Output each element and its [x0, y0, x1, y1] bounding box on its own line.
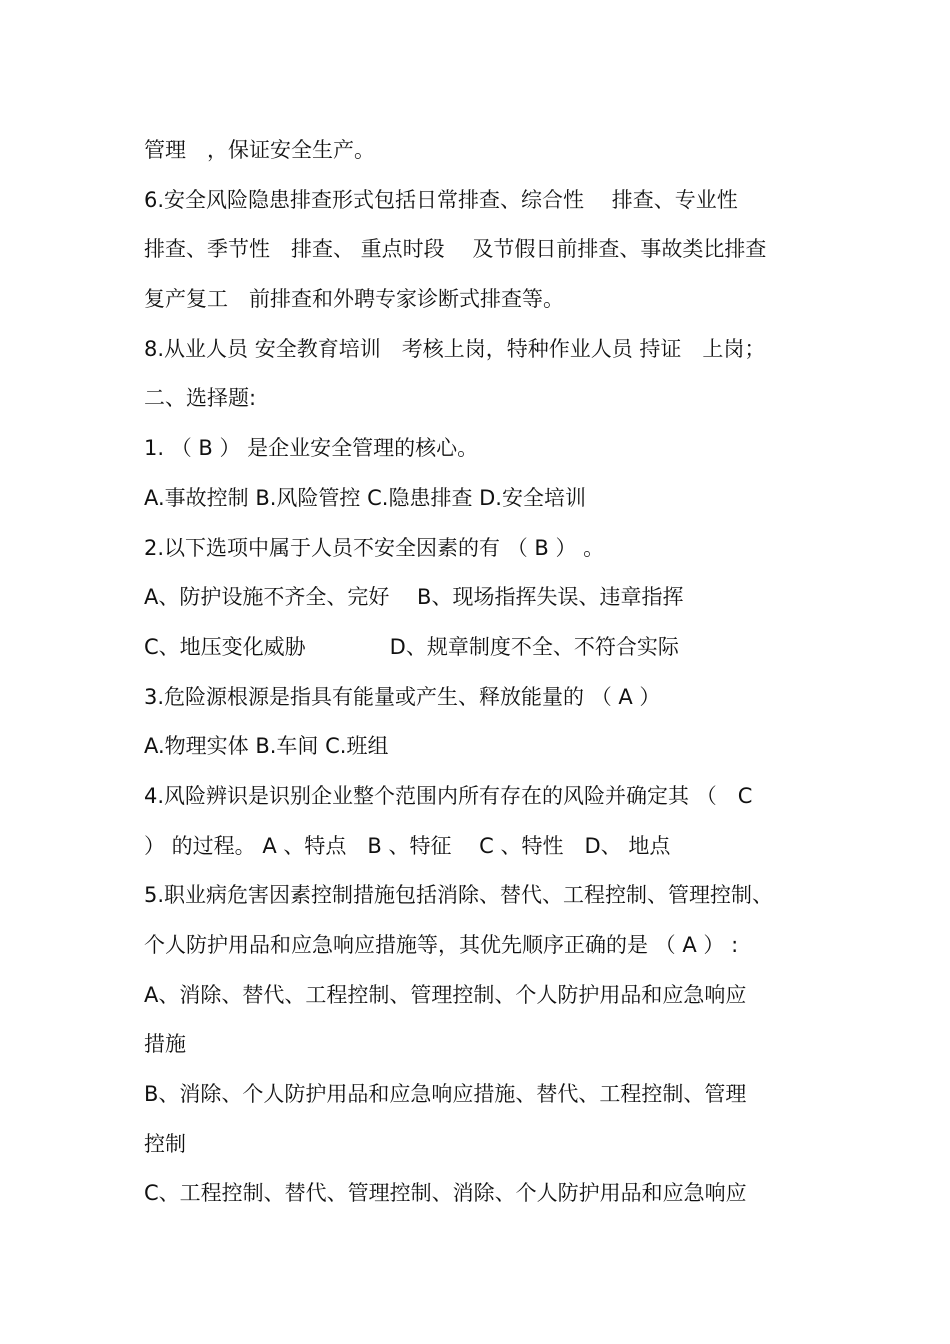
question-5-option-b: B、消除、个人防护用品和应急响应措施、替代、工程控制、管理 — [144, 1082, 747, 1107]
question-5-option-a: A、消除、替代、工程控制、管理控制、个人防护用品和应急响应 — [144, 982, 747, 1007]
question-1-options: A.事故控制 B.风险管控 C.隐患排查 D.安全培训 — [144, 485, 586, 510]
question-1: 1. （ B ） 是企业安全管理的核心。 — [144, 436, 479, 461]
question-2-options: A、防护设施不齐全、完好 B、现场指挥失误、违章指挥 — [144, 585, 684, 610]
section-heading: 二、选择题: — [144, 386, 257, 411]
question-4: 4.风险辨识是识别企业整个范围内所有存在的风险并确定其 （ C — [144, 783, 753, 808]
document-body — [144, 126, 834, 1219]
question-2-options: C、地压变化威胁 D、规章制度不全、不符合实际 — [144, 634, 679, 659]
question-3: 3.危险源根源是指具有能量或产生、释放能量的 （ A ） — [144, 684, 661, 709]
question-5: 5.职业病危害因素控制措施包括消除、替代、工程控制、管理控制、 — [144, 883, 774, 908]
question-5-option-a: 措施 — [144, 1032, 186, 1057]
question-5: 个人防护用品和应急响应措施等，其优先顺序正确的是 （ A ） : — [144, 933, 739, 957]
text-line: 管理 ，保证安全生产。 — [144, 138, 375, 162]
text-line: 复产复工 前排查和外聘专家诊断式排查等。 — [144, 287, 564, 312]
question-5-option-c: C、工程控制、替代、管理控制、消除、个人防护用品和应急响应 — [144, 1181, 747, 1206]
question-3-options: A.物理实体 B.车间 C.班组 — [144, 734, 389, 759]
text-line: 8.从业人员 安全教育培训 考核上岗，特种作业人员 持证 上岗； — [144, 336, 766, 361]
question-2: 2.以下选项中属于人员不安全因素的有 （ B ） 。 — [144, 535, 605, 560]
text-line: 6.安全风险隐患排查形式包括日常排查、综合性 排查、专业性 — [144, 187, 738, 212]
text-line: 排查、季节性 排查、 重点时段 及节假日前排查、事故类比排查 — [144, 237, 767, 262]
question-4-options: ） 的过程。 A 、特点 B 、特征 C 、特性 D、 地点 — [144, 833, 671, 858]
question-5-option-b: 控制 — [144, 1131, 186, 1156]
